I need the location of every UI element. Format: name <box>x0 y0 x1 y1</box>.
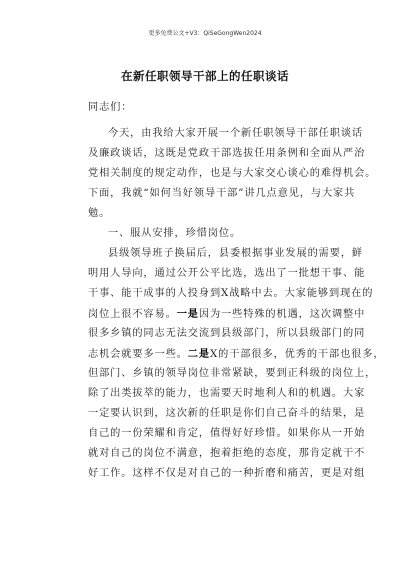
page-header: 更多免费公文+V3：QiSeGongWen2024 <box>148 30 262 37</box>
paragraph-text: 志机会就要多一些。 <box>88 349 188 360</box>
paragraph-text: X的干部很多，优秀的干部也很多， <box>209 349 385 360</box>
paragraph-line: 干事、能干成事的人投身到X战略中去。大家能够到现在的 <box>88 288 374 299</box>
paragraph-line: 今天，由我给大家开展一个新任职领导干部任职谈话 <box>108 128 364 139</box>
section-heading: 一、服从安排，珍惜岗位。 <box>108 228 242 239</box>
paragraph-line: 就对自己的岗位不满意，抱着拒绝的态度，那肯定就干不 <box>88 448 366 459</box>
paragraph-line: 明用人导向，通过公开公平比选，选出了一批想干事、能 <box>88 268 366 279</box>
paragraph-line: 自己的一份荣耀和肯定，值得好好珍惜。如果你从一开始 <box>88 428 366 439</box>
bold-marker-one: 一是 <box>176 308 199 320</box>
page-title: 在新任职领导干部上的任职谈话 <box>121 69 289 83</box>
paragraph-line: 好工作。这样不仅是对自己的一种折磨和痛苦，更是对组 <box>88 468 366 479</box>
paragraph-line <box>88 304 366 324</box>
paragraph-line: 及廉政谈话，这既是党政干部选拔任用条例和全面从严治 <box>88 148 366 159</box>
document-body <box>88 98 385 484</box>
paragraph-text: 岗位上很不容易。 <box>88 309 177 320</box>
paragraph-line: 很多乡镇的同志无法交流到县级部门，所以县级部门的同 <box>88 328 366 339</box>
paragraph-line: 下面，我就“如何当好领导干部”讲几点意见，与大家共 <box>88 188 356 199</box>
paragraph-line <box>88 344 385 364</box>
paragraph-line: 一定要认识到，这次新的任职是你们自己奋斗的结果，是 <box>88 408 366 419</box>
paragraph-line: 党相关制度的规定动作，也是与大家交心谈心的难得机会。 <box>88 168 377 179</box>
salutation: 同志们： <box>88 102 133 113</box>
paragraph-line: 除了出类拔萃的能力，也需要天时地利人和的机遇。大家 <box>88 388 366 399</box>
paragraph-text: 因为一些特殊的机遇，这次调整中 <box>198 309 366 320</box>
bold-marker-two: 二是 <box>187 348 210 360</box>
paragraph-line: 但部门、乡镇的领导岗位非常紧缺，要到正科级的岗位上， <box>88 368 377 379</box>
paragraph-line: 勉。 <box>88 208 111 219</box>
paragraph-line: 县级领导班子换届后，县委根据事业发展的需要，鲜 <box>108 248 364 259</box>
